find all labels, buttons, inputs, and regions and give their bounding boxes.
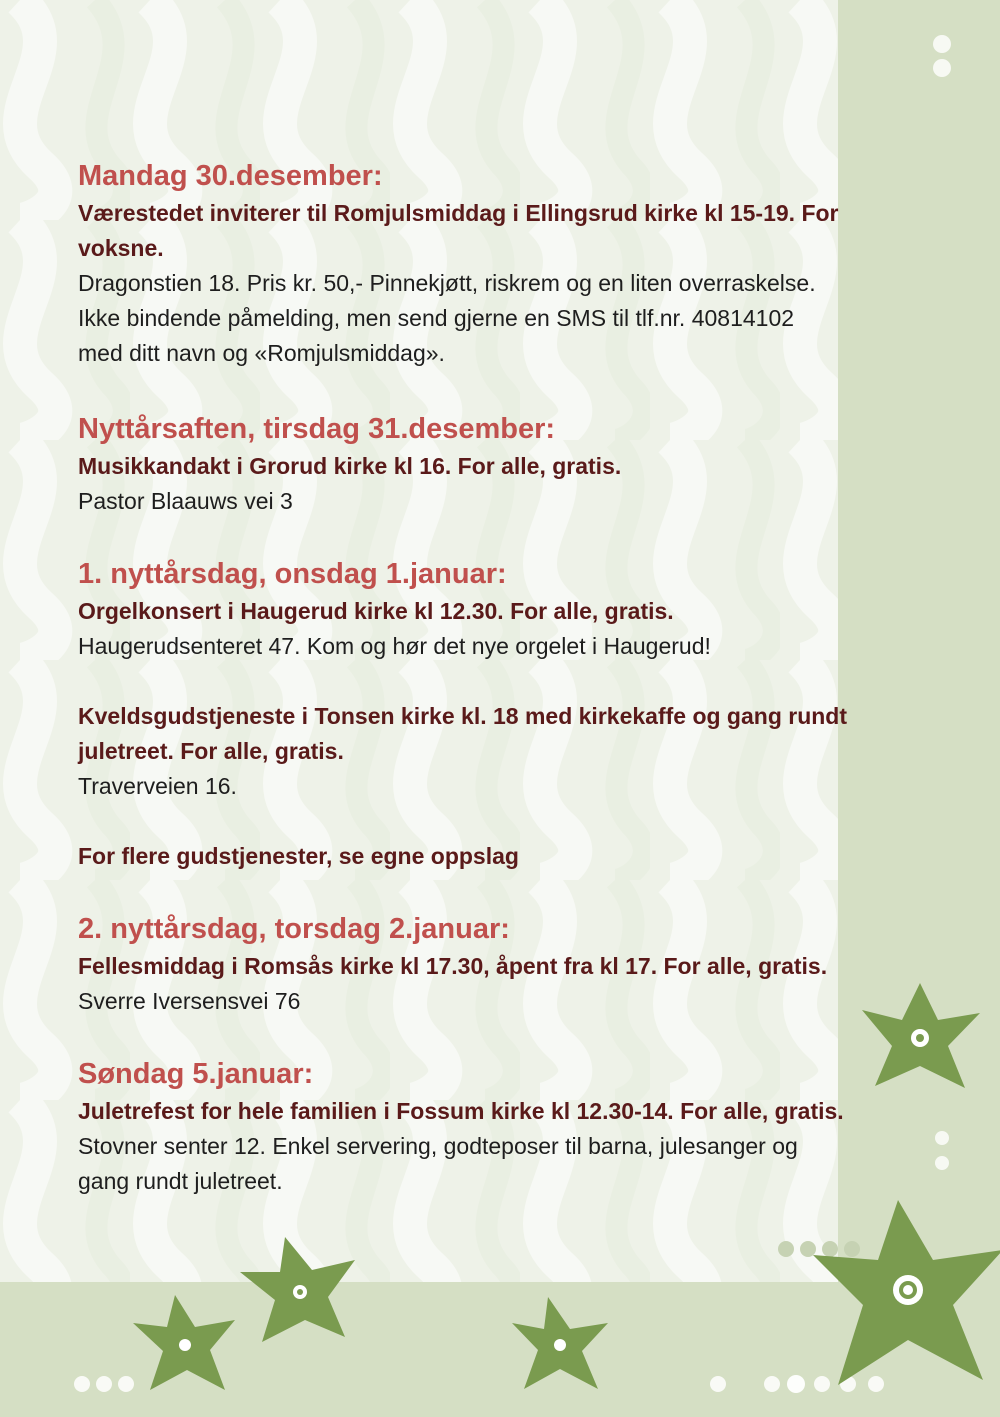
flower-icon — [133, 1295, 235, 1390]
event-section — [78, 158, 928, 371]
event-detail: Pastor Blaauws vei 3 — [78, 488, 293, 514]
event-section — [78, 1056, 928, 1199]
event-detail: Sverre Iversensvei 76 — [78, 988, 301, 1014]
event-detail: gang rundt juletreet. — [78, 1168, 283, 1194]
event-detail: med ditt navn og «Romjulsmiddag». — [78, 340, 445, 366]
event-section — [78, 411, 928, 519]
event-detail: Dragonstien 18. Pris kr. 50,- Pinnekjøtt, riskrem og en liten overraskelse. — [78, 270, 816, 296]
event-section — [78, 556, 928, 874]
section-heading: 2. nyttårsdag, torsdag 2.januar: — [78, 913, 510, 945]
flower-icon — [512, 1297, 608, 1389]
event-section — [78, 911, 928, 1019]
dot-icon — [933, 35, 951, 77]
event-title: Fellesmiddag i Romsås kirke kl 17.30, åpent fra kl 17. For alle, gratis. — [78, 953, 828, 979]
dot-icon — [710, 1375, 884, 1393]
event-title: Orgelkonsert i Haugerud kirke kl 12.30. For alle, gratis. — [78, 598, 674, 624]
flower-icon — [813, 1200, 1000, 1385]
event-note: For flere gudstjenester, se egne oppslag — [78, 843, 519, 869]
section-heading: Søndag 5.januar: — [78, 1058, 314, 1090]
flower-icon — [240, 1237, 355, 1342]
dot-icon — [935, 1131, 949, 1170]
section-heading: Mandag 30.desember: — [78, 160, 383, 192]
section-heading: Nyttårsaften, tirsdag 31.desember: — [78, 413, 556, 445]
event-title: Musikkandakt i Grorud kirke kl 16. For alle, gratis. — [78, 453, 622, 479]
event-detail: Ikke bindende påmelding, men send gjerne en SMS til tlf.nr. 40814102 — [78, 305, 795, 331]
dot-icon — [74, 1376, 134, 1392]
event-title: Juletrefest for hele familien i Fossum kirke kl 12.30-14. For alle, gratis. — [78, 1098, 844, 1124]
section-heading: 1. nyttårsdag, onsdag 1.januar: — [78, 558, 507, 590]
event-list — [78, 158, 928, 1199]
event-title: Værestedet inviterer til Romjulsmiddag i Ellingsrud kirke kl 15-19. For voksne. — [78, 200, 839, 261]
event-detail: Stovner senter 12. Enkel servering, godteposer til barna, julesanger og — [78, 1133, 798, 1159]
event-detail: Haugerudsenteret 47. Kom og hør det nye orgelet i Haugerud! — [78, 633, 711, 659]
event-title: Kveldsgudstjeneste i Tonsen kirke kl. 18 med kirkekaffe og gang rundt juletreet. For alle, gratis. — [78, 703, 848, 764]
event-detail: Traverveien 16. — [78, 773, 237, 799]
dot-icon — [778, 1241, 860, 1257]
